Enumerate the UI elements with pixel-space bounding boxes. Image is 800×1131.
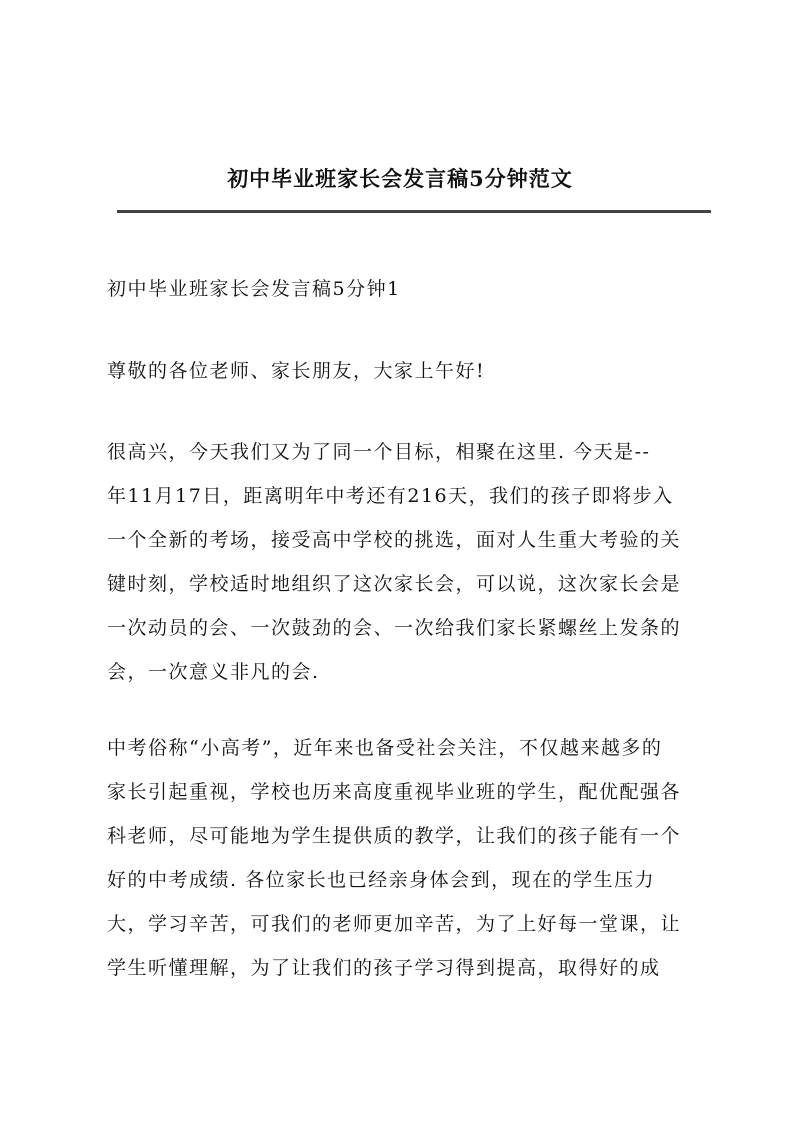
title-divider [117, 210, 711, 213]
paragraph-line: 一次动员的会、一次鼓劲的会、一次给我们家长紧螺丝上发条的 [107, 617, 682, 639]
paragraph-line: 键时刻，学校适时地组织了这次家长会，可以说，这次家长会是 [107, 573, 682, 595]
paragraph-line: 年11月17日，距离明年中考还有216天，我们的孩子即将步入 [107, 485, 674, 507]
body-paragraph [107, 733, 717, 997]
paragraph-line: 大，学习辛苦，可我们的老师更加辛苦，为了上好每一堂课，让 [107, 913, 682, 935]
paragraph-line: 中考俗称“小高考”，近年来也备受社会关注，不仅越来越多的 [107, 737, 663, 759]
paragraph-line: 一个全新的考场，接受高中学校的挑选，面对人生重大考验的关 [107, 529, 682, 551]
paragraph-line: 学生听懂理解，为了让我们的孩子学习得到提高，取得好的成 [107, 957, 661, 979]
section-heading: 初中毕业班家长会发言稿5分钟1 [107, 278, 401, 300]
paragraph-line: 好的中考成绩. 各位家长也已经亲身体会到，现在的学生压力 [107, 869, 656, 891]
paragraph-line: 家长引起重视，学校也历来高度重视毕业班的学生，配优配强各 [107, 781, 682, 803]
paragraph-line: 会，一次意义非凡的会. [107, 661, 320, 683]
paragraph-line: 科老师，尽可能地为学生提供质的教学，让我们的孩子能有一个 [107, 825, 682, 847]
body-paragraph [107, 437, 717, 701]
document-title: 初中毕业班家长会发言稿5分钟范文 [227, 166, 573, 191]
greeting-line: 尊敬的各位老师、家长朋友，大家上午好! [107, 360, 486, 382]
paragraph-line: 很高兴，今天我们又为了同一个目标，相聚在这里. 今天是-- [107, 441, 651, 463]
